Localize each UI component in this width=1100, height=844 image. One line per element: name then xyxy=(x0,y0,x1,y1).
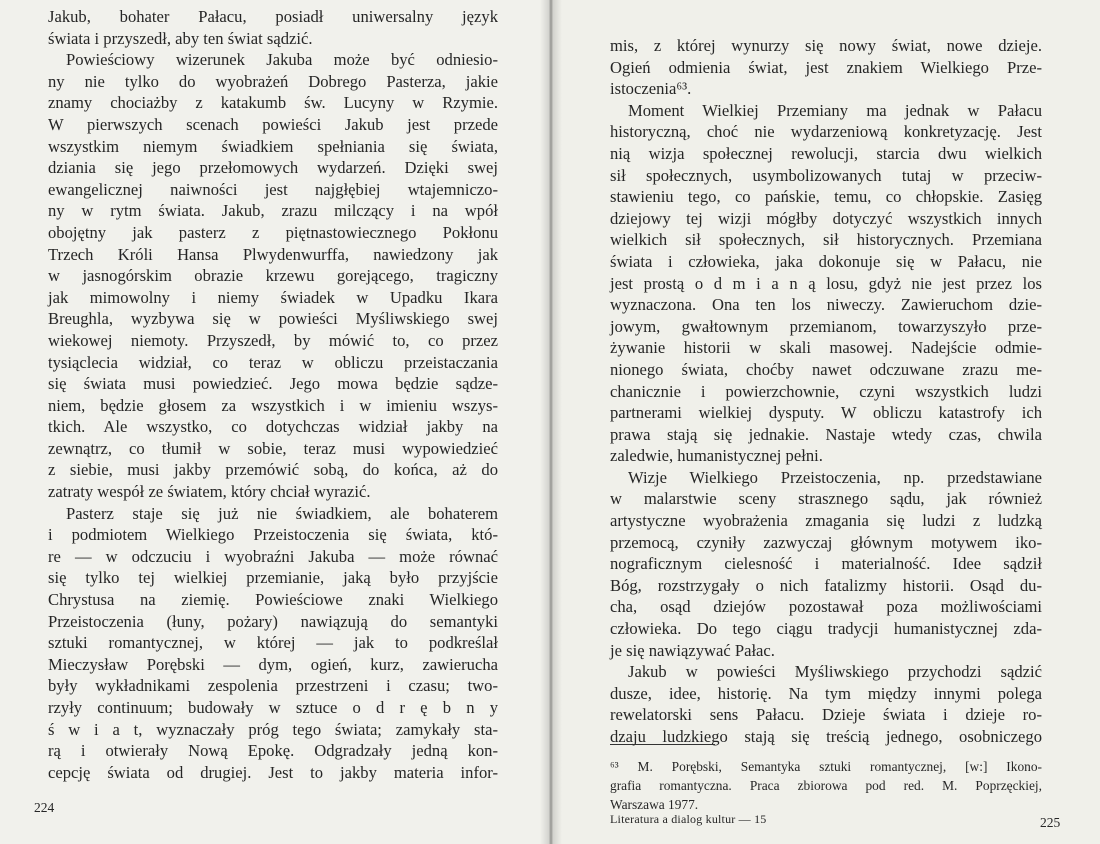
text-line: wiekowej niemoty. Przyszedł, by mówić to, co przez xyxy=(48,330,498,350)
text-line: z siebie, musi jakby przemówić sobą, do końca, aż do xyxy=(48,460,498,480)
text-line: Pasterz staje się już nie świadkiem, ale bohaterem xyxy=(66,503,498,523)
text-line: chanicznie i powierzchownie, czyni wszystkich ludzi xyxy=(610,381,1042,401)
text-line: zaledwie, humanistycznej pełni. xyxy=(610,446,823,466)
text-line: tysiąclecia widział, co teraz w obliczu przeistaczania xyxy=(48,352,498,372)
text-line: zatraty wespół ze światem, który chciał wyrazić. xyxy=(48,482,371,502)
text-line: świata i przyszedł, aby ten świat sądzić. xyxy=(48,28,313,48)
text-line: ny w rytm świata. Jakub, zrazu milczący i na wpół xyxy=(48,201,498,221)
text-line: prawa stają się jednakie. Nastaje wtedy czas, chwila xyxy=(610,424,1042,444)
text-line: Jakub w powieści Myśliwskiego przychodzi sądzić xyxy=(628,662,1042,682)
text-line: Trzech Króli Hansa Plwydenwurffa, nawiedzony jak xyxy=(48,244,498,264)
text-line: partnerami wielkiej dysputy. W obliczu katastrofy ich xyxy=(610,403,1042,423)
printer-signature: Literatura a dialog kultur — 15 xyxy=(610,812,767,826)
text-line: przemocą, czyniły zazwyczaj głównym motywem iko- xyxy=(610,532,1042,552)
text-line: znamy chociażby z katakumb św. Lucyny w Rzymie. xyxy=(48,93,498,113)
text-line: ny nie tylko do wyobrażeń Dobrego Pasterza, jakie xyxy=(48,71,498,91)
text-line: historyczną, choć nie wydarzeniową konkretyzację. Jest xyxy=(610,122,1042,142)
footnote-text xyxy=(610,757,1042,814)
text-line: żywanie historii w skali masowej. Nadejście odmie- xyxy=(610,338,1042,358)
text-line: mis, z której wynurzy się nowy świat, nowe dzieje. xyxy=(610,36,1042,55)
text-line: istoczenia⁶³. xyxy=(610,79,692,99)
text-line: Jakub, bohater Pałacu, posiadł uniwersalny język xyxy=(48,7,498,26)
text-line: jak mimowolny i niemy świadek w Upadku Ikara xyxy=(48,287,498,307)
text-line: świata i człowieka, jaka dokonuje się w Pałacu, nie xyxy=(610,251,1042,271)
text-line: obojętny jak pasterz z piętnastowiecznego Pokłonu xyxy=(48,222,498,242)
text-line: ⁶³ M. Porębski, Semantyka sztuki romantycznej, [w:] Ikono- xyxy=(610,759,1042,774)
text-line: Ogień odmienia świat, jest znakiem Wielkiego Prze- xyxy=(610,57,1042,77)
text-line: Chrystusa na ziemię. Powieściowe znaki Wielkiego xyxy=(48,590,498,610)
text-line: ś w i a t, wyznaczały próg tego świata; zamykały sta- xyxy=(48,719,498,739)
footnote-block xyxy=(610,734,1042,814)
text-line: nograficznym cielesność i materialność. Idee sądził xyxy=(610,554,1042,574)
text-line: je się nawiązywać Pałac. xyxy=(610,640,775,660)
text-line: jowym, gwałtownym przemianom, towarzyszyło prze- xyxy=(610,316,1042,336)
text-line: Wizje Wielkiego Przeistoczenia, np. przedstawiane xyxy=(628,467,1042,487)
text-line: nionego świata, choćby nawet odczuwane zrazu me- xyxy=(610,359,1042,379)
text-line: re — w odczuciu i wyobraźni Jakuba — może równać xyxy=(48,546,498,566)
book-gutter xyxy=(540,0,562,844)
text-line: niem, będzie głosem za wszystkich i w imieniu wszys- xyxy=(48,395,498,415)
text-line: sił społecznych, usymbolizowanych tutaj w przeciw- xyxy=(610,165,1042,185)
text-line: Bóg, rozstrzygały o nich fatalizmy historii. Osąd du- xyxy=(610,575,1042,595)
text-line: dusze, idee, historię. Na tym między innymi polega xyxy=(610,683,1042,703)
footnote-rule xyxy=(610,744,715,757)
text-line: rewelatorski sens Pałacu. Dzieje świata i dzieje ro- xyxy=(610,705,1042,725)
text-line: rą i otwierały Nową Epokę. Odgradzały jedną kon- xyxy=(48,741,498,761)
text-line: Mieczysław Porębski — dym, ogień, kurz, zawierucha xyxy=(48,654,498,674)
text-line: w malarstwie sceny strasznego sądu, jak również xyxy=(610,489,1042,509)
text-line: się świata musi powiedzieć. Jego mowa będzie sądze- xyxy=(48,374,498,394)
text-line: rzyły continuum; budowały w sztuce o d r ę b n y xyxy=(48,698,498,717)
text-line: i podmiotem Wielkiego Przeistoczenia się świata, któ- xyxy=(48,525,498,545)
right-page-number: 225 xyxy=(1040,815,1061,830)
text-line: tkich. Ale wszystko, co dotychczas widział jakby na xyxy=(48,417,498,437)
right-page-body xyxy=(610,35,1042,748)
text-line: grafia romantyczna. Praca zbiorowa pod red. M. Poprzęckiej, xyxy=(610,778,1042,793)
text-line: Moment Wielkiej Przemiany ma jednak w Pałacu xyxy=(628,100,1042,120)
text-line: ewangelicznej naiwności jest najgłębiej wtajemniczo- xyxy=(48,179,498,199)
text-line: stawieniu tego, co pańskie, temu, co chłopskie. Zasięg xyxy=(610,187,1042,207)
left-page-number: 224 xyxy=(34,800,55,815)
text-line: cha, osąd dziejów pozostawał poza możliwościami xyxy=(610,597,1042,617)
text-line: były wykładnikami zespolenia przestrzeni i czasu; two- xyxy=(48,676,498,696)
text-line: Warszawa 1977. xyxy=(610,797,699,812)
text-line: artystyczne wyobrażenia zmagania się ludzi z ludzką xyxy=(610,511,1042,531)
text-line: wszystkim niemym świadkiem spełniania się świata, xyxy=(48,136,498,156)
text-line: Breughla, wyzbywa się w powieści Myśliwskiego swej xyxy=(48,309,498,329)
text-line: W pierwszych scenach powieści Jakub jest przede xyxy=(48,114,498,134)
text-line: Powieściowy wizerunek Jakuba może być odniesio- xyxy=(66,50,498,70)
left-page xyxy=(0,0,549,844)
text-line: wielkich sił społecznych, sił historycznych. Przemiana xyxy=(610,230,1042,250)
text-line: cepcję świata od drugiej. Jest to jakby materia infor- xyxy=(48,762,498,782)
text-line: jest prostą o d m i a n ą losu, gdyż nie jest przez los xyxy=(610,273,1042,293)
text-line: nią wizja społecznej rewolucji, starcia dwu wielkich xyxy=(610,143,1042,163)
text-line: Przeistoczenia (łuny, pożary) nawiązują do semantyki xyxy=(48,611,498,631)
text-line: dziejowy tej wizji mógłby dotyczyć wszystkich innych xyxy=(610,208,1042,228)
text-line: się tylko tej wielkiej przemianie, jaką było przyjście xyxy=(48,568,498,588)
text-line: zewnątrz, co tłumił w sobie, teraz musi wypowiedzieć xyxy=(48,438,498,458)
text-line: w jasnogórskim obrazie krzewu gorejącego, tragiczny xyxy=(48,266,498,286)
text-line: sztuki romantycznej, w której — jak to podkreślał xyxy=(48,633,498,653)
text-line: wyznaczona. Ona ten los niweczy. Zawieruchom dzie- xyxy=(610,295,1042,315)
text-line: dziania się jego przełomowych wydarzeń. Dzięki swej xyxy=(48,158,498,178)
right-page xyxy=(551,0,1100,844)
text-line: człowieka. Do tego ciągu tradycji humanistycznej zda- xyxy=(610,619,1042,639)
text-line: dzaju ludzkiego stają się treścią jednego, osobniczego xyxy=(610,727,1042,746)
left-page-body xyxy=(48,6,498,783)
